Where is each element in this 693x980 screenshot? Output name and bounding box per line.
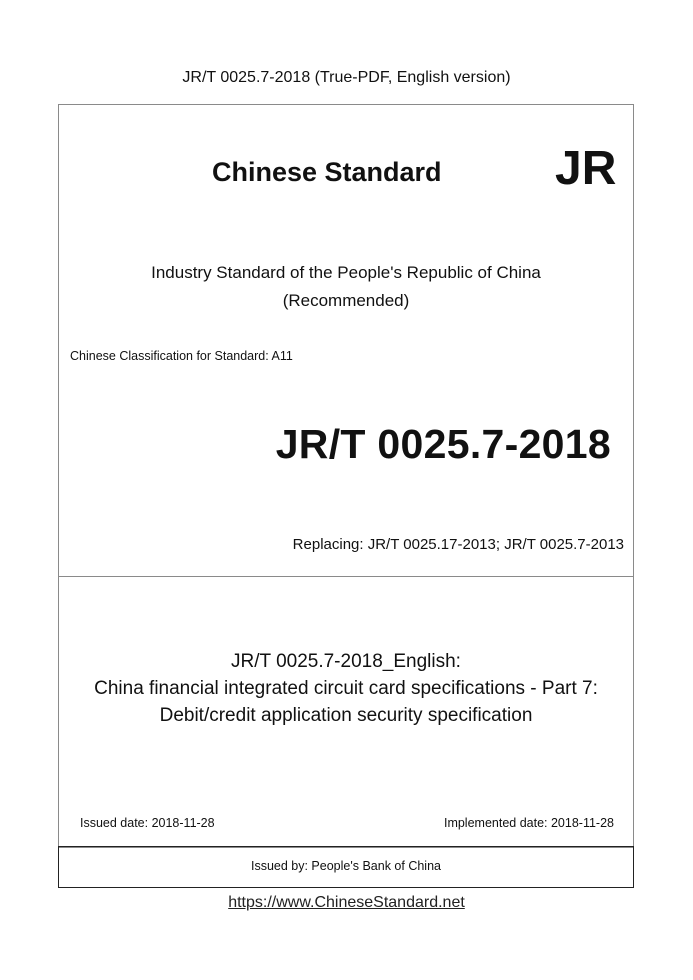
industry-statement [58, 259, 634, 315]
issued-by: Issued by: People's Bank of China [250, 859, 441, 873]
recommended-line: (Recommended) [282, 291, 410, 310]
issued-date: Issued date: 2018-11-28 [80, 816, 215, 830]
classification: Chinese Classification for Standard: A11 [70, 349, 293, 363]
standard-number: JR/T 0025.7-2018 [275, 421, 611, 467]
replacing-note: Replacing: JR/T 0025.17-2013; JR/T 0025.7-2013 [292, 536, 624, 553]
title-line-2: China financial integrated circuit card specifications - Part 7: [94, 678, 598, 699]
cover-title: Chinese Standard [212, 157, 442, 187]
document-title [58, 648, 634, 729]
title-line-1: JR/T 0025.7-2018_English: [231, 651, 461, 672]
industry-line: Industry Standard of the People's Republic of China [151, 263, 541, 282]
standard-mark: JR [555, 142, 617, 195]
website-link[interactable]: https://www.ChineseStandard.net [228, 894, 465, 911]
implemented-date: Implemented date: 2018-11-28 [443, 816, 614, 830]
page-header: JR/T 0025.7-2018 (True-PDF, English version) [182, 69, 511, 86]
title-line-3: Debit/credit application security specification [159, 705, 533, 726]
